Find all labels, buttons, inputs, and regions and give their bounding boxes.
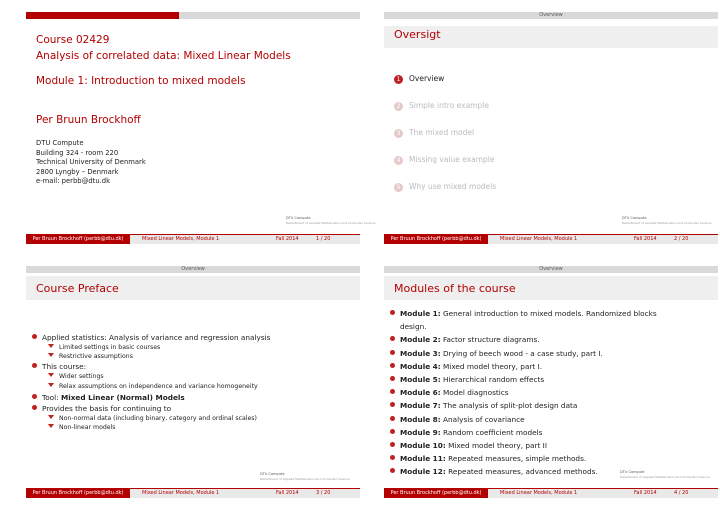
module-item: Module 5: Hierarchical random effects <box>390 373 716 386</box>
address-line: DTU Compute <box>36 139 84 147</box>
footer-date: Fall 2014 <box>276 490 299 496</box>
list-item: Tool: Mixed Linear (Normal) Models <box>32 392 352 403</box>
outline-item[interactable]: 2 Simple intro example <box>394 101 496 128</box>
footer-course: Mixed Linear Models, Module 1 <box>500 490 578 496</box>
slide-title <box>26 12 376 244</box>
outline-item[interactable]: 4 Missing value example <box>394 155 496 182</box>
module-item: Module 9: Random coefficient models <box>390 426 716 439</box>
dtu-logo: DTU Compute Department of Applied Mathematics and Computer Science <box>286 216 376 225</box>
preface-list <box>32 332 352 432</box>
page-number: 3 / 20 <box>316 490 331 496</box>
slide-title-text: Modules of the course <box>394 282 516 295</box>
author-name: Per Bruun Brockhoff <box>36 114 141 126</box>
module-item: Module 8: Analysis of covariance <box>390 413 716 426</box>
address-line: 2800 Lyngby – Denmark <box>36 167 119 176</box>
slide-title-text: Oversigt <box>394 28 441 41</box>
module-title: Module 1: Introduction to mixed models <box>36 75 246 87</box>
top-progress-bar <box>26 12 360 19</box>
footer <box>26 234 360 244</box>
footer-course: Mixed Linear Models, Module 1 <box>142 490 220 496</box>
section-label: Overview <box>539 266 563 272</box>
sub-item: Relax assumptions on independence and variance homogeneity <box>32 382 352 392</box>
page-number: 4 / 20 <box>674 490 689 496</box>
list-item: This course: <box>32 361 352 372</box>
footer-date: Fall 2014 <box>276 236 299 242</box>
module-item: Module 3: Drying of beech wood - a case study, part I. <box>390 347 716 360</box>
section-label: Overview <box>181 266 205 272</box>
address-block <box>36 139 146 187</box>
address-line: Technical University of Denmark <box>36 158 146 167</box>
top-progress-bar <box>384 266 718 273</box>
module-item: Module 10: Mixed model theory, part II <box>390 439 716 452</box>
sub-item: Limited settings in basic courses <box>32 343 352 352</box>
top-progress-bar <box>26 266 360 273</box>
page-number: 2 / 20 <box>674 236 689 242</box>
footer <box>384 234 718 244</box>
module-item: Module 6: Model diagnostics <box>390 386 716 399</box>
email-line: e-mail: perbb@dtu.dk <box>36 177 111 186</box>
section-label: Overview <box>539 12 563 18</box>
module-item-cont: design. <box>400 322 427 332</box>
module-item: Module 11: Repeated measures, simple methods. <box>390 452 716 465</box>
outline-list <box>394 74 496 209</box>
sub-item: Restrictive assumptions <box>32 352 352 361</box>
footer-author: Per Bruun Brockhoff (perbb@dtu.dk) <box>384 234 488 244</box>
slide-title-text: Course Preface <box>36 282 119 295</box>
slide-modules <box>384 266 718 498</box>
dtu-logo: DTU Compute Department of Applied Mathematics and Computer Science <box>620 470 710 479</box>
module-item: Module 12: Repeated measures, advanced methods. <box>390 465 716 478</box>
footer-author: Per Bruun Brockhoff (perbb@dtu.dk) <box>26 488 130 498</box>
address-line: Building 324 - room 220 <box>36 148 119 157</box>
page-number: 1 / 20 <box>316 236 331 242</box>
footer <box>26 488 360 498</box>
slide-preface <box>26 266 360 498</box>
footer-date: Fall 2014 <box>634 236 657 242</box>
top-progress-bar <box>384 12 718 19</box>
module-item: Module 7: The analysis of split-plot design data <box>390 399 716 412</box>
dtu-logo: DTU Compute Department of Applied Mathematics and Computer Science <box>260 472 350 481</box>
sub-item: Non-normal data (including binary, category and ordinal scales) <box>32 414 352 423</box>
footer <box>384 488 718 498</box>
module-list <box>390 307 716 479</box>
slide-outline <box>384 12 718 244</box>
list-item: Provides the basis for continuing to <box>32 403 352 414</box>
module-item: Module 1: General introduction to mixed models. Randomized blocks <box>390 307 716 320</box>
sub-item: Non-linear models <box>32 423 352 432</box>
footer-author: Per Bruun Brockhoff (perbb@dtu.dk) <box>384 488 488 498</box>
outline-item[interactable]: 5 Why use mixed models <box>394 182 496 209</box>
module-item: Module 4: Mixed model theory, part I. <box>390 360 716 373</box>
outline-item[interactable]: 3 The mixed model <box>394 128 496 155</box>
module-item: Module 2: Factor structure diagrams. <box>390 333 716 346</box>
footer-date: Fall 2014 <box>634 490 657 496</box>
footer-author: Per Bruun Brockhoff (perbb@dtu.dk) <box>26 234 130 244</box>
course-subtitle: Analysis of correlated data: Mixed Linear Models <box>36 50 291 62</box>
sub-item: Wider settings <box>32 372 352 382</box>
dtu-logo: DTU Compute Department of Applied Mathematics and Computer Science <box>622 216 712 225</box>
footer-course: Mixed Linear Models, Module 1 <box>142 236 220 242</box>
list-item: Applied statistics: Analysis of variance and regression analysis <box>32 332 352 343</box>
outline-item[interactable]: 1 Overview <box>394 74 496 101</box>
title-block <box>36 32 291 89</box>
course-number: Course 02429 <box>36 34 110 46</box>
footer-course: Mixed Linear Models, Module 1 <box>500 236 578 242</box>
